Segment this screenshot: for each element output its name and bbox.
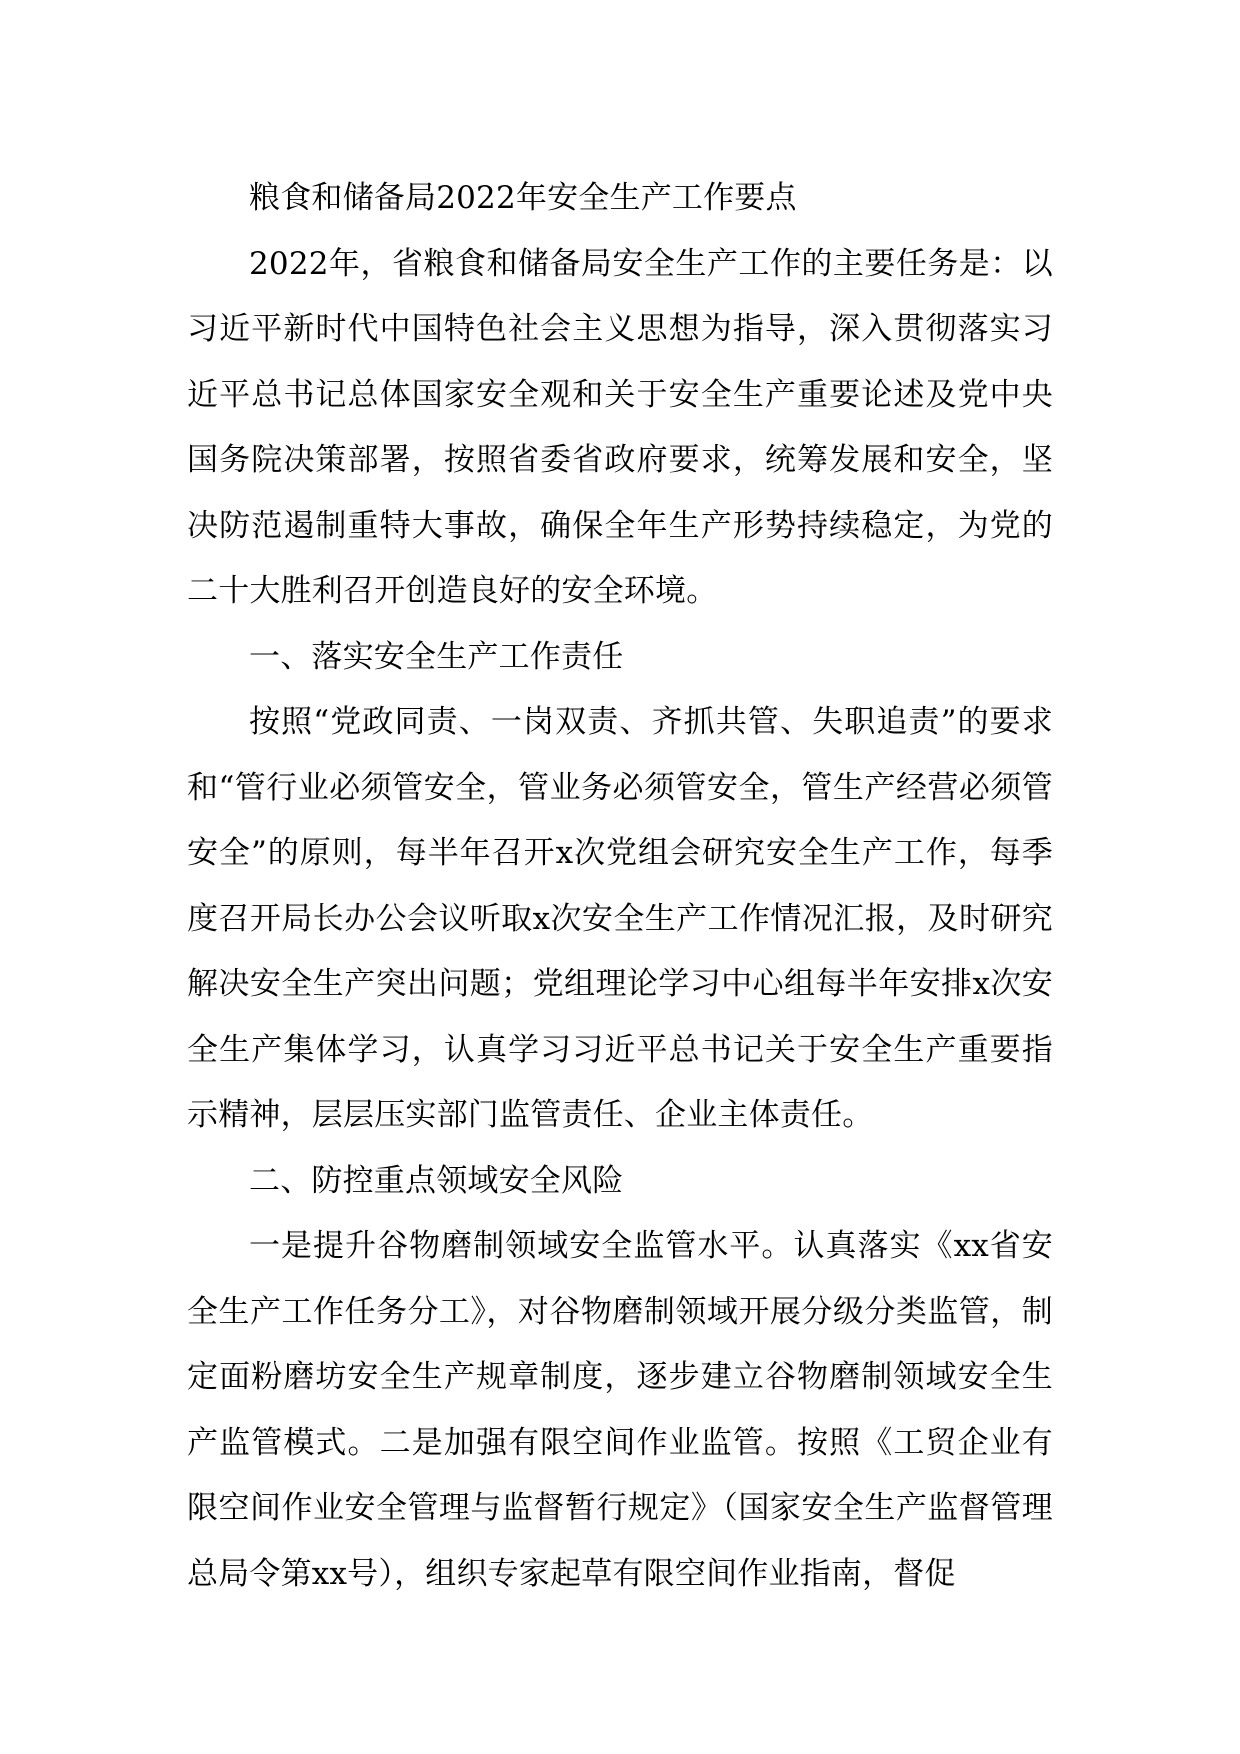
document-body xyxy=(187,166,1053,1607)
section-heading-2: 二、防控重点领域安全风险 xyxy=(249,1162,624,1199)
document-title: 粮食和储备局2022年安全生产工作要点 xyxy=(249,180,797,216)
intro-paragraph: 2022年，省粮食和储备局安全生产工作的主要任务是：以习近平新时代中国特色社会主义思想为指导，深入贯彻落实习近平总书记总体国家安全观和关于安全生产重要论述及党中央国务院决策部署，按照省委省政府要求，统筹发展和安全，坚决防范遏制重特大事故，确保全年生产形势持续稳定，为党的二十大胜利召开创造良好的安全环境。 xyxy=(187,245,1053,609)
section-2-paragraph: 一是提升谷物磨制领域安全监管水平。认真落实《xx省安全生产工作任务分工》，对谷物磨制领域开展分级分类监管，制定面粉磨坊安全生产规章制度，逐步建立谷物磨制领域安全生产监管模式。二是加强有限空间作业监管。按照《工贸企业有限空间作业安全管理与监督暂行规定》（国家安全生产监督管理总局令第xx号），组织专家起草有限空间作业指南，督促 xyxy=(187,1228,1053,1592)
section-1-paragraph: 按照“党政同责、一岗双责、齐抓共管、失职追责”的要求和“管行业必须管安全，管业务必须管安全，管生产经营必须管安全”的原则，每半年召开x次党组会研究安全生产工作，每季度召开局长办公会议听取x次安全生产工作情况汇报，及时研究解决安全生产突出问题；党组理论学习中心组每半年安排x次安全生产集体学习，认真学习习近平总书记关于安全生产重要指示精神，层层压实部门监管责任、企业主体责任。 xyxy=(187,704,1053,1133)
section-heading-1: 一、落实安全生产工作责任 xyxy=(249,638,624,675)
